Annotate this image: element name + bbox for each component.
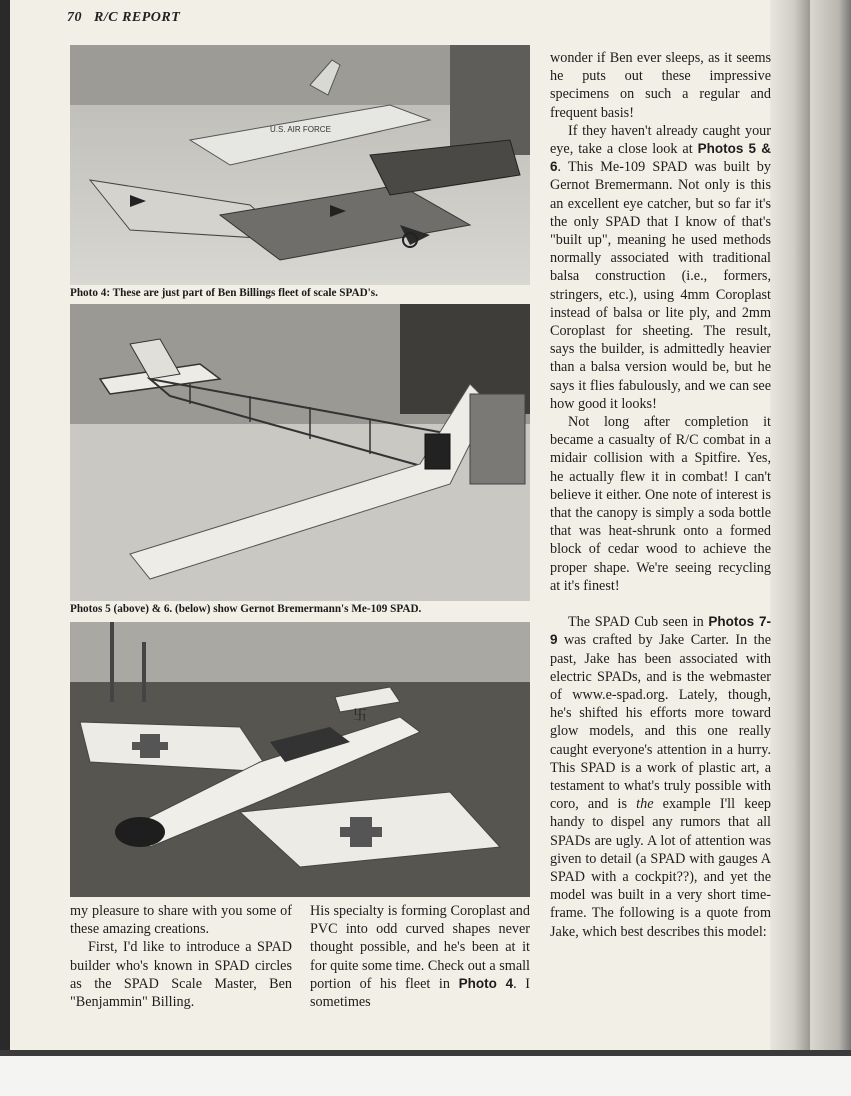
photos-5-6-caption: Photos 5 (above) & 6. (below) show Gernot Bremermann's Me-109 SPAD. [70,603,422,615]
right-paragraph-3: Not long after completion it became a casualty of R/C combat in a midair collision with a Spitfire. Yes, he actually flew it in combat! I can't believe it either. One note of interest is that the canopy is simply a soda bottle that was heat-shrunk onto a formed block of cedar wood to achieve the proper shape. We're seeing recycling at it's finest! [550,414,771,594]
photo-5-me109-frame [70,304,530,601]
photo-4-spad-fleet [70,45,530,285]
right-column-text [550,49,771,941]
usaf-marking: U.S. AIR FORCE [270,125,331,134]
photo-4-caption: Photo 4: These are just part of Ben Billings fleet of scale SPAD's. [70,287,378,299]
page-spine-shadow [770,0,810,1050]
scan-bottom-margin [0,1050,851,1096]
photos-7-9-reference: Photos 7-9 [550,614,771,648]
right-paragraph-2: If they haven't already caught your eye, take a close look at Photos 5 & 6. This Me-109 SPAD was built by Gernot Bremermann. Not only is this an excellent eye catcher, but so far it's the only SPAD that I know of that's "built up", meaning he used methods normally associated with traditional balsa construction (i.e., formers, stringers, etc.), using 4mm Coroplast instead of balsa or lite ply, and 2mm Coroplast for sheeting. The result, says the builder, is admittedly heavier than a balsa version would be, but he says it flies fabulously, and we can see how good it looks! [550,122,771,412]
scan-page-edge [810,0,851,1096]
page-number: 70 [67,10,82,25]
right-paragraph-1: wonder if Ben ever sleeps, as it seems he puts out these impressive specimens on such a regular and frequent basis! [550,50,771,121]
left-column-text [70,902,292,1011]
left-paragraph-1: my pleasure to share with you some of these amazing creations. [70,903,292,938]
magazine-title: R/C REPORT [94,10,181,25]
left-paragraph-2: First, I'd like to introduce a SPAD builder who's known in SPAD circles as the SPAD Scale Master, Ben "Benjammin" Billing. [70,939,292,1011]
photo-4-reference: Photo 4 [458,975,514,991]
right-paragraph-4: The SPAD Cub seen in Photos 7-9 was crafted by Jake Carter. In the past, Jake has been associated with electric SPADs, and is the webmaster of www.e-spad.org. Lately, though, he's shifted his efforts more toward glow models, and this one really caught everyone's attention in a hurry. This SPAD is a work of plastic art, a testament to what's truly possible with coro, and is the example I'll keep handy to dispel any rumors that all SPADs are ugly. A lot of attention was given to detail (a SPAD with gauges A SPAD with a cockpit??), and yet the model was built in a very short time-frame. The following is a quote from Jake, which best describes this model: [550,614,771,940]
magazine-page [10,0,810,1050]
middle-column-text [310,902,530,1011]
page-header [67,10,180,26]
svg-text:卐: 卐 [353,709,367,724]
photo-6-me109-finished [70,622,530,897]
photos-5-6-reference: Photos 5 & 6 [550,141,771,175]
middle-paragraph-1: His specialty is forming Coroplast and PVC into odd curved shapes never thought possible, and he's been at it for quite some time. Check out a small portion of his fleet in Photo 4. I sometimes [310,903,530,1011]
